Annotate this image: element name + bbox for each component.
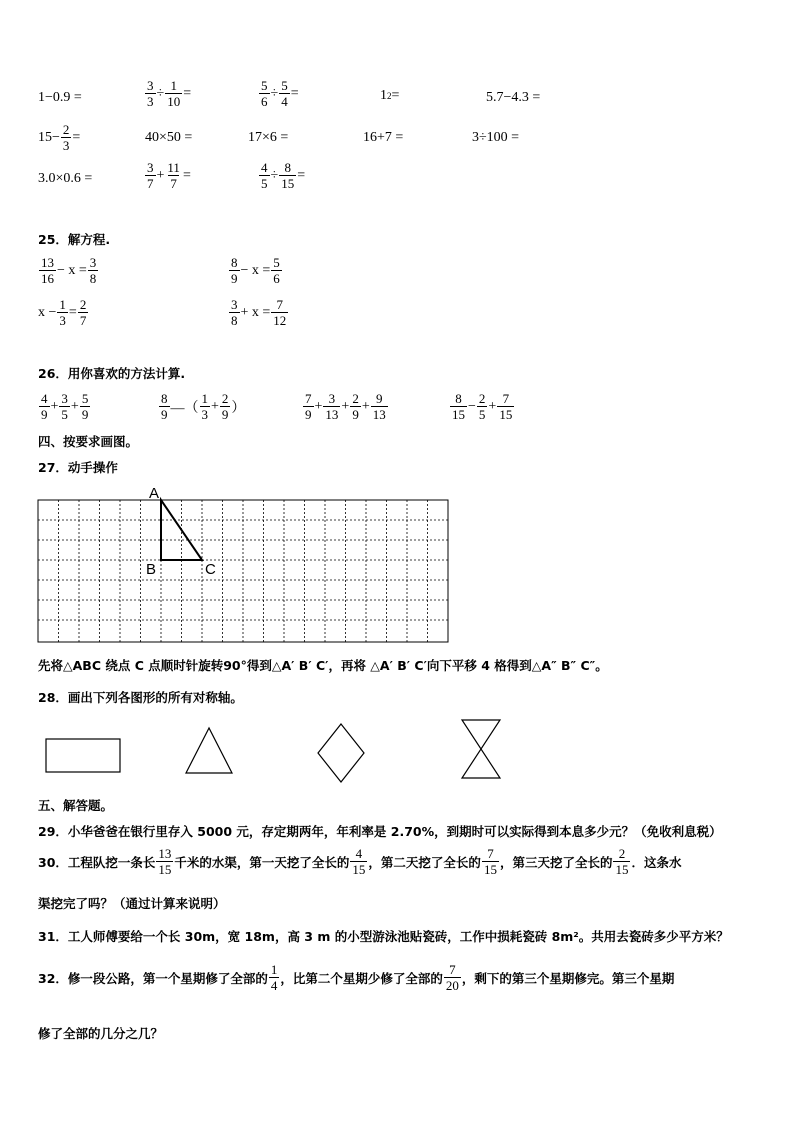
q30-line-1: 30．工程队挖一条长 $\frac{13}{15}$ 千米的水渠，第一天挖了全长的 $\frac{4}{15}$ ，第二天挖了全长的 $\frac{7}{15}$ ，第三天挖了全长的 $\frac{2}{15}$ ．这条水: [38, 846, 682, 877]
q30-line-2: 渠挖完了吗？（通过计算来说明）: [38, 896, 226, 911]
rectangle-shape: [46, 739, 120, 772]
fraction: $\frac{8}{15}$: [281, 160, 295, 191]
fraction: $\frac{3}{5}$: [61, 391, 68, 422]
oral-item-3-3: $\frac{4}{5}$ ÷ $\frac{8}{15}$ =: [261, 160, 306, 191]
oral-item-1-1: 1−0.9 =: [38, 90, 82, 105]
oral-item-1-3: $\frac{5}{6}$ ÷ $\frac{5}{4}$ =: [261, 78, 299, 109]
fraction: $\frac{7}{9}$: [305, 391, 312, 422]
fraction: $\frac{2}{9}$: [221, 391, 229, 422]
vertex-label-c: C: [205, 561, 216, 578]
q26-expression-2: $\frac{8}{9}$ —（ $\frac{1}{3}$ + $\frac{2}{9}$ ）: [161, 391, 246, 422]
q25-equation-2: $\frac{8}{9}$ − x = $\frac{5}{6}$: [231, 255, 280, 286]
fraction: $\frac{3}{7}$: [147, 160, 154, 191]
fraction: $\frac{7}{15}$: [483, 846, 497, 877]
q26-expression-1: $\frac{4}{9}$ + $\frac{3}{5}$ + $\frac{5}{9}$: [41, 391, 89, 422]
fraction: $\frac{2}{3}$: [62, 122, 70, 153]
oral-item-2-4: 16+7 =: [363, 130, 404, 145]
q27-title: 27．动手操作: [38, 460, 118, 475]
oral-item-1-4: 1 2 =: [380, 88, 400, 103]
fraction: $\frac{13}{16}$: [41, 255, 54, 286]
oral-item-2-2: 40×50 =: [145, 130, 193, 145]
fraction: $\frac{2}{15}$: [615, 846, 629, 877]
q25-equation-4: $\frac{3}{8}$ + x = $\frac{7}{12}$: [231, 297, 287, 328]
fraction: $\frac{11}{7}$: [167, 160, 180, 191]
fraction: $\frac{5}{9}$: [81, 391, 89, 422]
fraction: $\frac{13}{15}$: [158, 846, 172, 877]
q26-expression-4: $\frac{8}{15}$ − $\frac{2}{5}$ + $\frac{7}{15}$: [452, 391, 513, 422]
q25-equation-3: x − $\frac{1}{3}$ = $\frac{2}{7}$: [38, 297, 87, 328]
fraction: $\frac{5}{4}$: [281, 78, 288, 109]
oral-item-1-2: $\frac{3}{3}$ ÷ $\frac{1}{10}$ =: [147, 78, 192, 109]
fraction: $\frac{7}{12}$: [273, 297, 287, 328]
oral-item-2-3: 17×6 =: [248, 130, 289, 145]
section-5-heading: 五、解答题。: [38, 798, 114, 813]
q26-expression-3: $\frac{7}{9}$ + $\frac{3}{13}$ + $\frac{2}{9}$ + $\frac{9}{13}$: [305, 391, 386, 422]
fraction: $\frac{1}{3}$: [59, 297, 66, 328]
fraction: $\frac{1}{3}$: [201, 391, 208, 422]
vertex-label-a: A: [149, 485, 160, 502]
fraction: $\frac{9}{13}$: [372, 391, 386, 422]
fraction: $\frac{2}{9}$: [352, 391, 359, 422]
dashed-grid: [38, 500, 448, 642]
fraction: $\frac{4}{9}$: [41, 391, 48, 422]
rhombus-shape: [318, 724, 364, 782]
oral-item-3-1: 3.0×0.6 =: [38, 171, 93, 186]
fraction: $\frac{3}{8}$: [89, 255, 97, 286]
q27-instruction: 先将△ABC 绕点 C 点顺时针旋转90°得到△A′ B′ C′，再将 △A′ B′ C′向下平移 4 格得到△A″ B″ C″。: [38, 658, 608, 673]
oral-item-1-5: 5.7−4.3 =: [486, 90, 541, 105]
q31-text: 31．工人师傅要给一个长 30m，宽 18m，高 3 m 的小型游泳池贴瓷砖，工作中损耗瓷砖 8m²。共用去瓷砖多少平方米？: [38, 929, 729, 944]
triangle-shape: [186, 728, 232, 773]
fraction: $\frac{4}{15}$: [352, 846, 366, 877]
oral-item-2-1: 15− $\frac{2}{3}$ =: [38, 122, 81, 153]
fraction: $\frac{5}{6}$: [261, 78, 268, 109]
fraction: $\frac{1}{4}$: [270, 962, 278, 993]
q28-title: 28．画出下列各图形的所有对称轴。: [38, 690, 243, 705]
fraction: $\frac{3}{13}$: [325, 391, 339, 422]
fraction: $\frac{5}{6}$: [273, 255, 280, 286]
oral-item-2-5: 3÷100 =: [472, 130, 520, 145]
q28-shapes: [38, 712, 518, 784]
fraction: $\frac{7}{20}$: [445, 962, 459, 993]
fraction: $\frac{1}{10}$: [167, 78, 181, 109]
q27-grid-figure: [36, 480, 456, 650]
fraction: $\frac{4}{5}$: [261, 160, 268, 191]
fraction: $\frac{8}{15}$: [452, 391, 465, 422]
fraction: $\frac{2}{7}$: [79, 297, 87, 328]
q26-title: 26．用你喜欢的方法计算.: [38, 366, 186, 381]
q32-line-1: 32．修一段公路，第一个星期修了全部的 $\frac{1}{4}$ ，比第二个星期少修了全部的 $\frac{7}{20}$ ，剩下的第三个星期修完。第三个星期: [38, 962, 675, 993]
fraction: $\frac{7}{15}$: [499, 391, 513, 422]
oral-item-3-2: $\frac{3}{7}$ + $\frac{11}{7}$ =: [147, 160, 191, 191]
q29-text: 29．小华爸爸在银行里存入 5000 元，存定期两年，年利率是 2.70%，到期时可以实际得到本息多少元？（免收利息税）: [38, 824, 722, 839]
q25-equation-1: $\frac{13}{16}$ − x = $\frac{3}{8}$: [41, 255, 97, 286]
fraction: $\frac{8}{9}$: [231, 255, 238, 286]
fraction: $\frac{8}{9}$: [161, 391, 168, 422]
fraction: $\frac{3}{3}$: [147, 78, 154, 109]
fraction: $\frac{3}{8}$: [231, 297, 238, 328]
section-4-heading: 四、按要求画图。: [38, 434, 139, 449]
fraction: $\frac{2}{5}$: [478, 391, 486, 422]
vertex-label-b: B: [146, 561, 157, 578]
q25-title: 25．解方程.: [38, 232, 111, 247]
q32-line-2: 修了全部的几分之几？: [38, 1026, 164, 1041]
hourglass-shape: [462, 720, 500, 778]
